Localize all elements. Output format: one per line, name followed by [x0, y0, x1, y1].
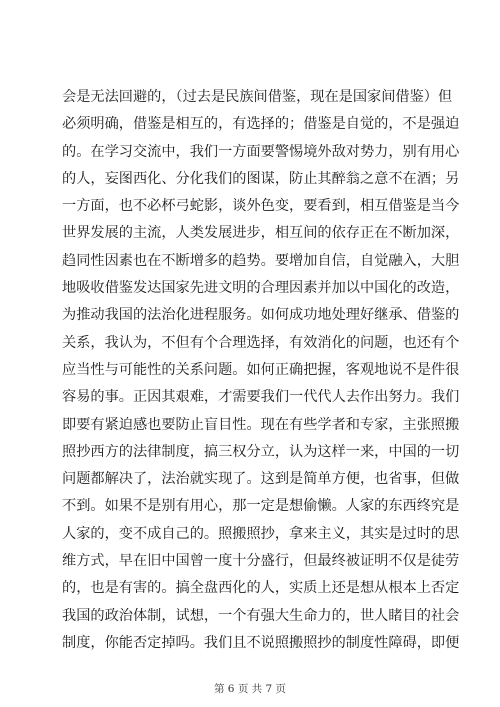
text-line: 容易的事。正因其艰难，才需要我们一代代人去作出努力。我们 — [62, 389, 460, 406]
text-line: 的。在学习交流中，我们一方面要警惕境外敌对势力，别有用心 — [62, 143, 460, 160]
text-line: 应当性与可能性的关系问题。如何正确把握，客观地说不是件很 — [62, 361, 460, 378]
text-line: 趋同性因素也在不断增多的趋势。要增加自信，自觉融入，大胆 — [62, 252, 460, 269]
text-line: 问题都解决了，法治就实现了。这到是简单方便，也省事，但做 — [62, 471, 460, 488]
text-line: 维方式，早在旧中国曾一度十分盛行，但最终被证明不仅是徒劳 — [62, 553, 460, 570]
text-line: 不到。如果不是别有用心，那一定是想偷懒。人家的东西终究是 — [62, 498, 460, 515]
page-number-footer: 第 6 页 共 7 页 — [213, 683, 287, 695]
text-line: 为推动我国的法治化进程服务。如何成功地处理好继承、借鉴的 — [62, 307, 460, 324]
text-line: 制度，你能否定掉吗。我们且不说照搬照抄的制度性障碍，即便 — [62, 634, 460, 651]
text-line: 必须明确，借鉴是相互的，有选择的；借鉴是自觉的，不是强迫 — [62, 116, 460, 133]
text-line: 我国的政治体制，试想，一个有强大生命力的，世人睹目的社会 — [62, 607, 460, 624]
text-line: 一方面，也不必杯弓蛇影，谈外色变，要看到，相互借鉴是当今 — [62, 198, 460, 215]
text-line: 会是无法回避的，（过去是民族间借鉴，现在是国家间借鉴）但 — [62, 89, 453, 105]
text-line: 地吸收借鉴发达国家先进文明的合理因素并加以中国化的改造， — [62, 280, 460, 297]
body-text — [62, 84, 460, 657]
text-line: 人家的，变不成自己的。照搬照抄，拿来主义，其实是过时的思 — [62, 525, 460, 542]
text-line: 关系，我认为，不但有个合理选择，有效消化的问题，也还有个 — [62, 334, 460, 351]
text-line: 世界发展的主流，人类发展进步，相互间的依存正在不断加深， — [62, 225, 460, 242]
text-line: 照抄西方的法律制度，搞三权分立，认为这样一来，中国的一切 — [62, 443, 460, 460]
text-line: 即要有紧迫感也要防止盲目性。现在有些学者和专家，主张照搬 — [62, 416, 460, 433]
text-line: 的，也是有害的。搞全盘西化的人，实质上还是想从根本上否定 — [62, 580, 460, 597]
text-line: 的人，妄图西化、分化我们的图谋，防止其醉翁之意不在酒；另 — [62, 170, 460, 187]
